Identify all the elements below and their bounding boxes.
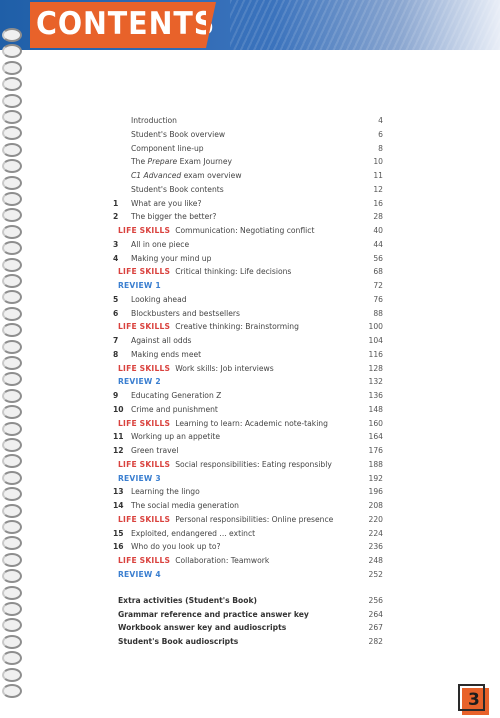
toc-entry-label: The Prepare Exam Journey: [131, 157, 233, 167]
life-skills-tag: LIFE SKILLS: [118, 322, 171, 332]
toc-page-number: 136: [368, 391, 383, 400]
toc-entry-label: [118, 568, 166, 581]
toc-entry-label: What are you like?: [131, 198, 202, 208]
toc-row[interactable]: [113, 568, 383, 581]
toc-entry-label: [118, 513, 333, 526]
toc-entry-label: Component line-up: [131, 143, 204, 153]
toc-entry-label: C1 Advanced exam overview: [131, 171, 242, 180]
toc-row[interactable]: [113, 348, 383, 361]
toc-entry-title: Learning to learn: Academic note-taking: [175, 418, 328, 428]
toc-entry-label: The social media generation: [131, 501, 239, 510]
toc-row[interactable]: [113, 485, 383, 498]
toc-row[interactable]: [113, 362, 383, 375]
toc-entry-label: Student's Book contents: [131, 184, 224, 194]
toc-page-number: 12: [373, 184, 383, 194]
toc-page-number: 11: [373, 171, 383, 180]
toc-row[interactable]: [113, 458, 383, 471]
toc-row[interactable]: [113, 210, 383, 223]
toc-page-number: 6: [378, 129, 383, 139]
toc-page-number: 132: [368, 377, 383, 387]
unit-number: 13: [113, 487, 124, 497]
toc-row[interactable]: [113, 375, 383, 388]
life-skills-tag: LIFE SKILLS: [118, 556, 171, 565]
toc-entry-label: [118, 265, 291, 278]
toc-entry-label: Educating Generation Z: [131, 391, 222, 400]
toc-entry-title: Communication: Negotiating conflict: [175, 226, 315, 235]
toc-page-number: 100: [368, 322, 383, 332]
toc-entry-label: Looking ahead: [131, 294, 187, 304]
toc-entry-label: Introduction: [131, 116, 177, 125]
appendix-page-number: 267: [368, 623, 383, 633]
toc-page-number: 16: [373, 198, 383, 208]
toc-page-number: 252: [368, 569, 383, 579]
appendix-row[interactable]: [113, 594, 383, 607]
toc-entry-label: [118, 375, 166, 388]
toc-page-number: 104: [368, 336, 383, 345]
unit-number: 16: [113, 542, 124, 552]
toc-page-number: 56: [373, 253, 383, 263]
toc-row[interactable]: [113, 472, 383, 485]
toc-entry-label: [118, 554, 269, 567]
appendix-label: Extra activities (Student's Book): [118, 596, 258, 605]
unit-number: 3: [113, 239, 119, 249]
review-tag: REVIEW 2: [118, 377, 161, 387]
toc-entry-label: Working up an appetite: [131, 432, 221, 442]
toc-row[interactable]: [113, 417, 383, 430]
toc-page-number: 44: [373, 239, 383, 249]
toc-entry-label: Green travel: [131, 446, 179, 455]
toc-row[interactable]: [113, 293, 383, 306]
unit-number: 6: [113, 308, 119, 318]
toc-row[interactable]: [113, 554, 383, 567]
life-skills-tag: LIFE SKILLS: [118, 418, 171, 428]
toc-row[interactable]: [113, 444, 383, 457]
unit-number: 2: [113, 212, 119, 222]
appendix-page-number: 282: [368, 636, 383, 646]
toc-page-number: 4: [378, 116, 383, 125]
toc-entry-label: [118, 320, 299, 333]
review-tag: REVIEW 3: [118, 473, 161, 483]
toc-entry-label: Exploited, endangered ... extinct: [131, 528, 256, 538]
toc-entry-title: Social responsibilities: Eating responsibly: [175, 459, 332, 469]
toc-entry-label: [118, 417, 328, 430]
toc-page-number: 224: [368, 528, 383, 538]
toc-page-number: 128: [368, 363, 383, 373]
page-number-box: [462, 688, 489, 715]
toc-row[interactable]: [113, 307, 383, 320]
toc-page-number: 8: [378, 143, 383, 153]
toc-entry-label: Making ends meet: [131, 349, 202, 359]
toc-row[interactable]: [113, 197, 383, 210]
appendix-label: Grammar reference and practice answer key: [118, 609, 309, 619]
toc-row[interactable]: [113, 430, 383, 443]
life-skills-tag: LIFE SKILLS: [118, 226, 171, 235]
toc-entry-title: Work skills: Job interviews: [175, 363, 274, 373]
life-skills-tag: LIFE SKILLS: [118, 459, 171, 469]
unit-number: 7: [113, 336, 119, 345]
toc-row[interactable]: [113, 252, 383, 265]
unit-number: 12: [113, 446, 124, 455]
toc-page-number: 68: [373, 267, 383, 277]
toc-row[interactable]: [113, 224, 383, 237]
life-skills-tag: LIFE SKILLS: [118, 514, 171, 524]
toc-row[interactable]: [113, 183, 383, 196]
page-title: CONTENTS: [36, 6, 216, 42]
toc-row[interactable]: [113, 128, 383, 141]
appendix-label: Student's Book audioscripts: [118, 636, 239, 646]
toc-entry-label: Learning the lingo: [131, 487, 200, 497]
toc-page-number: 72: [373, 281, 383, 290]
toc-page-number: 236: [368, 542, 383, 552]
appendix-page-number: 256: [368, 596, 383, 605]
appendix-row[interactable]: [113, 608, 383, 621]
toc-page-number: 116: [368, 349, 383, 359]
toc-page-number: 10: [373, 157, 383, 167]
toc-page-number: 188: [368, 459, 383, 469]
toc-page-number: 28: [373, 212, 383, 222]
unit-number: 4: [113, 253, 119, 263]
toc-entry-label: Who do you look up to?: [131, 542, 221, 552]
toc-page-number: 196: [368, 487, 383, 497]
toc-row[interactable]: [113, 320, 383, 333]
toc-entry-label: [118, 279, 166, 292]
toc-row[interactable]: [113, 114, 383, 127]
unit-number: 8: [113, 349, 119, 359]
toc-entry-label: [118, 224, 314, 237]
toc-entry-title: Collaboration: Teamwork: [175, 556, 270, 565]
unit-number: 1: [113, 198, 119, 208]
toc-entry-label: [118, 362, 274, 375]
toc-entry-title: Critical thinking: Life decisions: [175, 267, 292, 277]
toc-row[interactable]: [113, 334, 383, 347]
toc-row[interactable]: [113, 389, 383, 402]
toc-row[interactable]: [113, 540, 383, 553]
toc-row[interactable]: [113, 499, 383, 512]
toc-page-number: 220: [368, 514, 383, 524]
toc-page-number: 160: [368, 418, 383, 428]
unit-number: 9: [113, 391, 119, 400]
toc-row[interactable]: [113, 527, 383, 540]
toc-page-number: 40: [373, 226, 383, 235]
unit-number: 10: [113, 404, 124, 414]
appendix-row[interactable]: [113, 635, 383, 648]
toc-entry-label: [118, 472, 166, 485]
toc-entry-label: Blockbusters and bestsellers: [131, 308, 240, 318]
toc-row[interactable]: [113, 403, 383, 416]
toc-row[interactable]: [113, 142, 383, 155]
toc-row[interactable]: [113, 238, 383, 251]
toc-entry-label: Crime and punishment: [131, 404, 218, 414]
toc-entry-label: Against all odds: [131, 336, 192, 345]
toc-row[interactable]: [113, 513, 383, 526]
page-number: 3: [468, 690, 480, 710]
toc-row[interactable]: [113, 169, 383, 182]
toc-page-number: 148: [368, 404, 383, 414]
toc-row[interactable]: [113, 279, 383, 292]
toc-page-number: 88: [373, 308, 383, 318]
unit-number: 15: [113, 528, 124, 538]
unit-number: 14: [113, 501, 124, 510]
toc-entry-label: Making your mind up: [131, 253, 212, 263]
toc-entry-label: [118, 458, 332, 471]
toc-page-number: 76: [373, 294, 383, 304]
toc-entry-title: Personal responsibilities: Online presence: [175, 514, 334, 524]
toc-page-number: 248: [368, 556, 383, 565]
toc-entry-label: All in one piece: [131, 239, 190, 249]
unit-number: 5: [113, 294, 119, 304]
toc-page-number: 192: [368, 473, 383, 483]
life-skills-tag: LIFE SKILLS: [118, 363, 171, 373]
toc-page-number: 164: [368, 432, 383, 442]
toc-page-number: 176: [368, 446, 383, 455]
toc-entry-title: Creative thinking: Brainstorming: [175, 322, 299, 332]
appendix-page-number: 264: [368, 609, 383, 619]
review-tag: REVIEW 1: [118, 281, 161, 290]
life-skills-tag: LIFE SKILLS: [118, 267, 171, 277]
toc-row[interactable]: [113, 265, 383, 278]
unit-number: 11: [113, 432, 124, 442]
toc-page-number: 208: [368, 501, 383, 510]
appendix-label: Workbook answer key and audioscripts: [118, 623, 287, 633]
appendix-row[interactable]: [113, 621, 383, 634]
toc-entry-label: Student's Book overview: [131, 129, 226, 139]
toc-row[interactable]: [113, 155, 383, 168]
toc-entry-label: The bigger the better?: [131, 212, 217, 222]
review-tag: REVIEW 4: [118, 569, 161, 579]
